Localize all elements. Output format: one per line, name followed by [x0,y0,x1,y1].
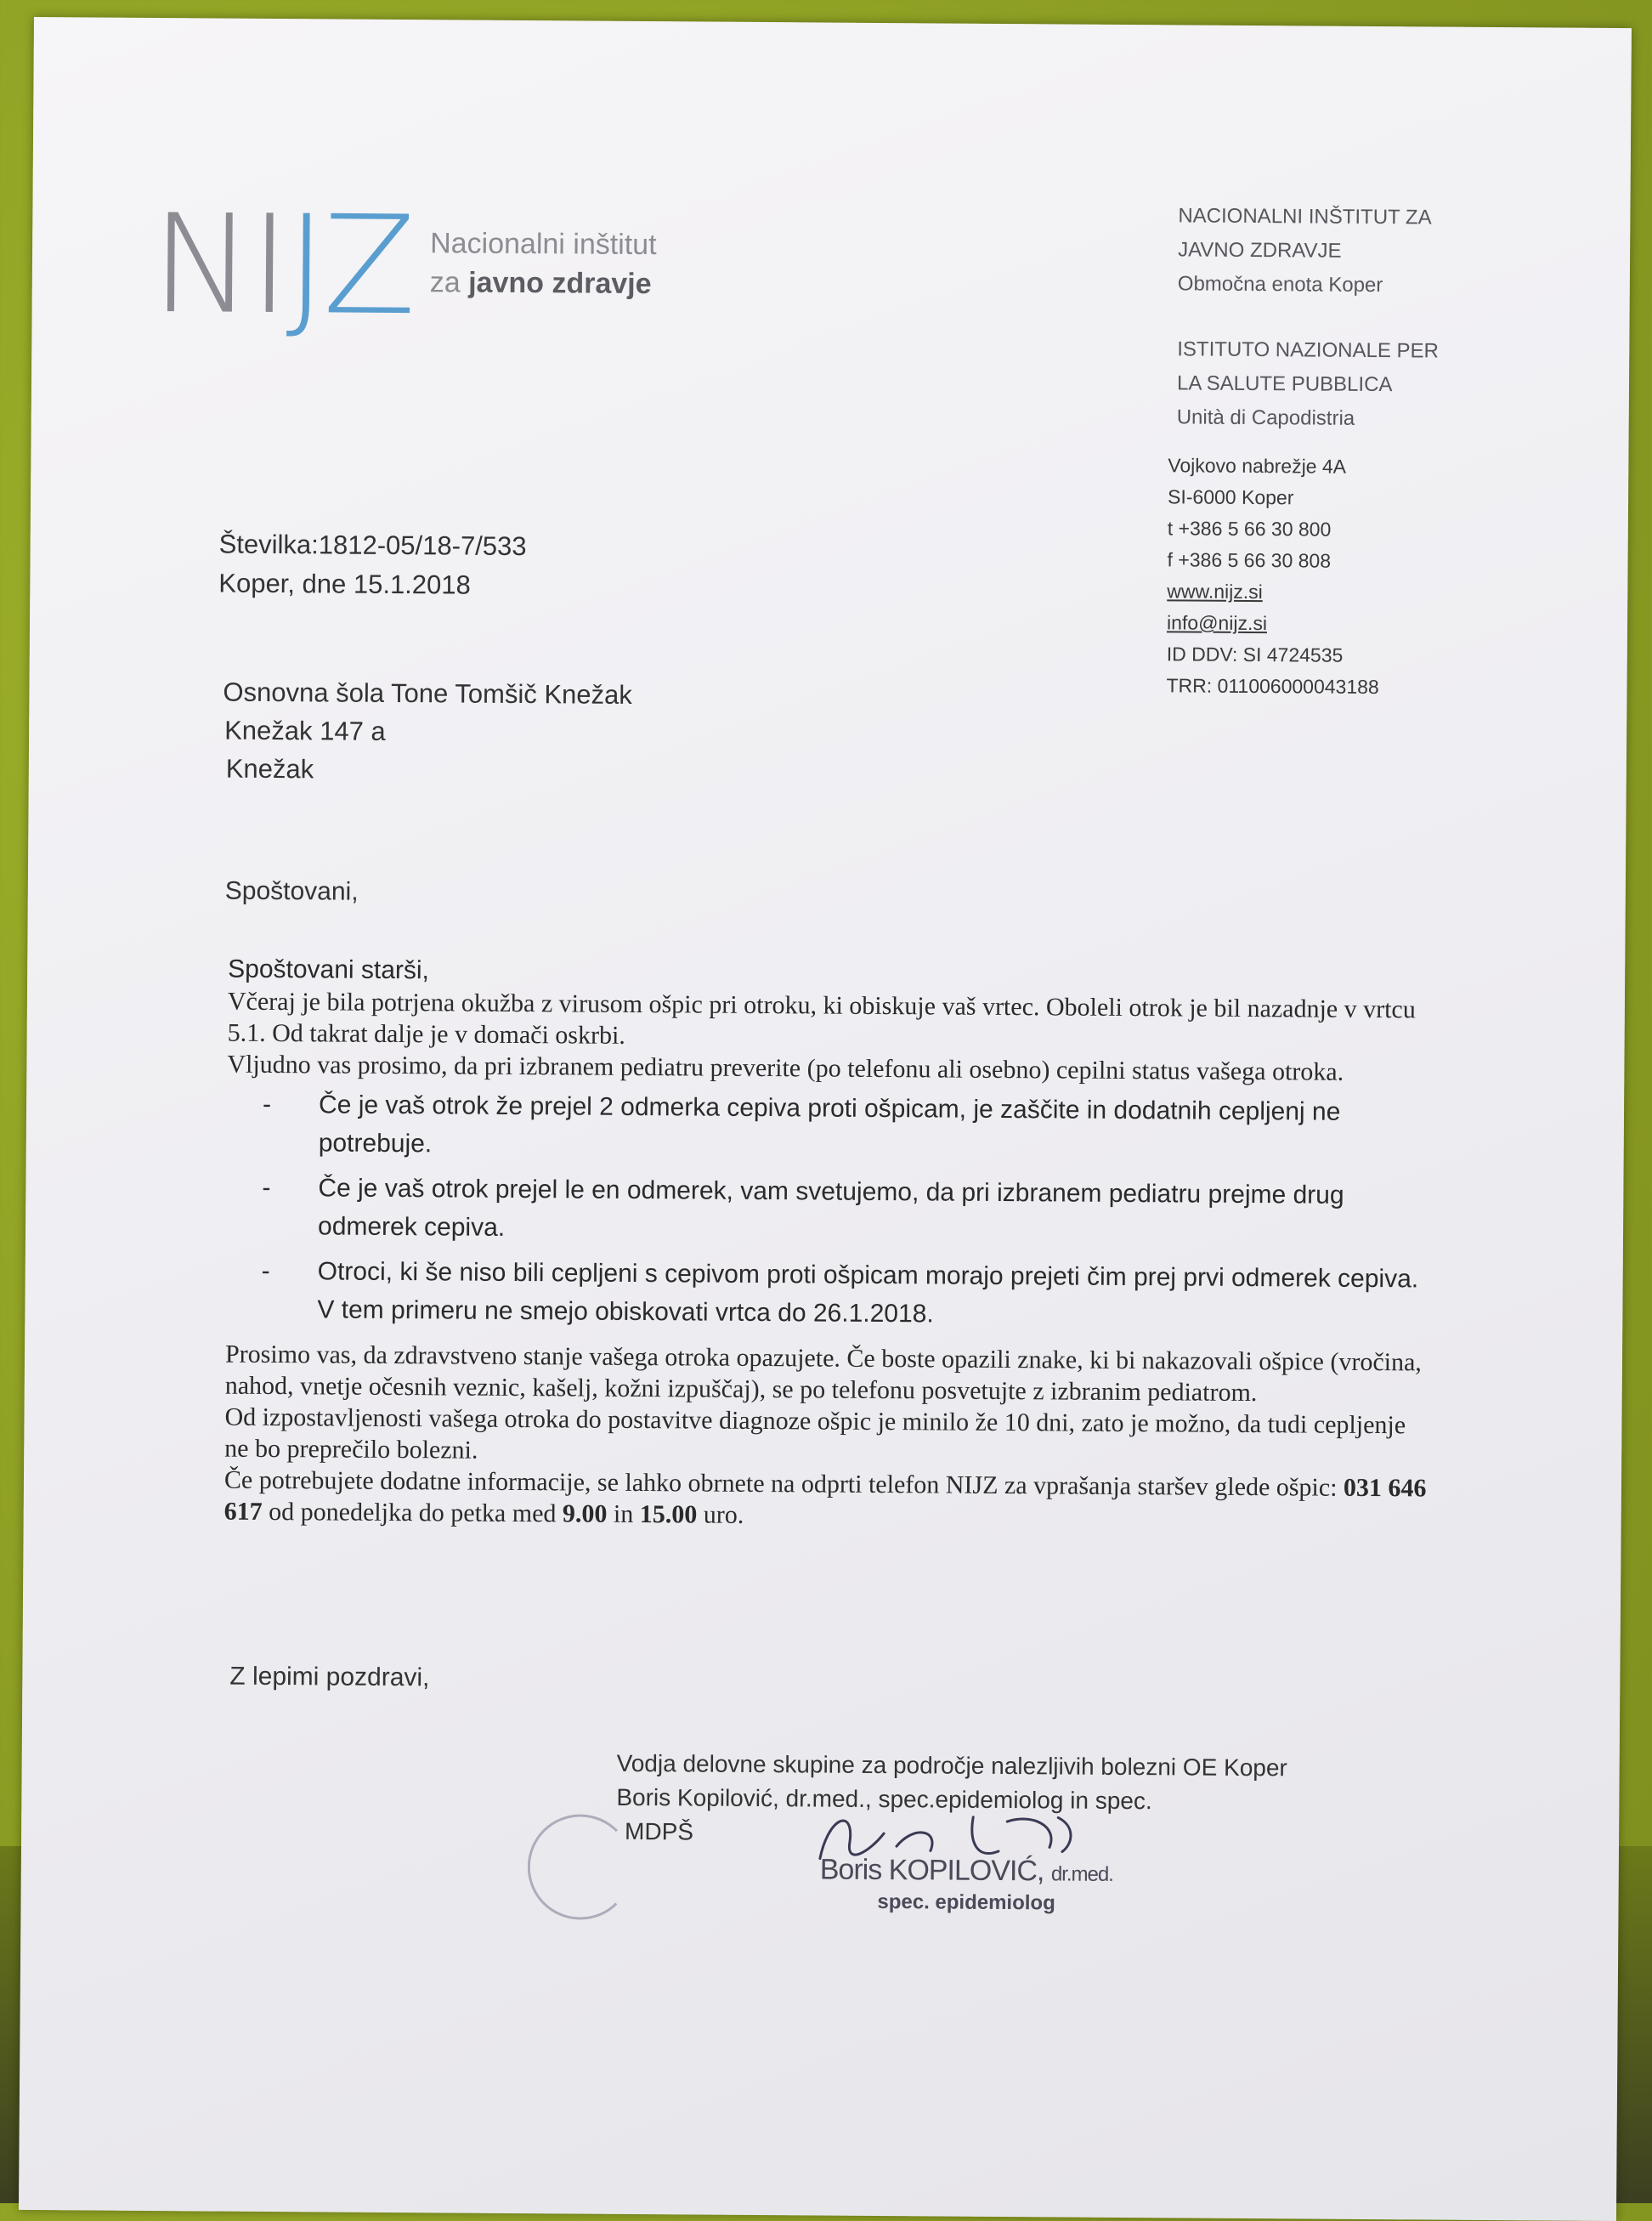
nijz-logo-text [430,224,657,303]
contact-website-link[interactable]: www.nijz.si [1167,580,1263,603]
slo-line-1: NACIONALNI INŠTITUT ZA [1178,204,1432,229]
bullet-text: Če je vaš otrok že prejel 2 odmerka cepiva proti ošpicam, je zaščite in dodatnih cepljenj ne potrebuje. [318,1091,1341,1159]
institute-name-slovene [1178,199,1432,303]
hotline-text-in: in [607,1499,640,1529]
parents-greeting: Spoštovani starši, [228,955,430,985]
logo-line-2 [430,263,657,303]
reference-block [218,525,527,606]
bullet-text: Če je vaš otrok prejel le en odmerek, vam svetujemo, da pri izbranem pediatru prejme drug odmerek cepiva. [317,1174,1344,1242]
ita-line-3: Unità di Capodistria [1176,405,1355,430]
logo-letter-j: J [286,185,324,345]
signature-stamp [819,1854,1113,1916]
slo-line-2: JAVNO ZDRAVJE [1178,238,1342,263]
hotline-text: Če potrebujete dodatne informacije, se lahko obrnete na odprti telefon NIJZ za vprašanja staršev glede ošpic: [223,1465,1344,1502]
slo-line-3: Območna enota Koper [1177,272,1383,297]
stamp-specialty: spec. epidemiolog [877,1890,1055,1915]
paragraph-infection: Včeraj je bila potrjena okužba z virusom ošpic pri otroku, ki obiskuje vaš vrtec. Oboleli otrok je bil nazadnje v vrtcu 5.1. Od takrat dalje je v domači oskrbi. [227,987,1416,1050]
paragraph-hotline [224,1465,1431,1536]
bullet-text: Otroci, ki še niso bili cepljeni s cepivom proti ošpicam morajo prejeti čim prej prvi odmerek cepiva. V tem primeru ne smejo obiskovati vrtca do 26.1.2018. [317,1257,1419,1329]
stamp-name: Boris KOPILOVIĆ, [819,1853,1052,1888]
reference-date: Koper, dne 15.1.2018 [218,568,471,600]
stamp-name-line [820,1854,1113,1889]
contact-postal: SI-6000 Koper [1168,485,1294,509]
logo-line-2-bold: javno zdravje [468,266,652,301]
hotline-hour-from: 9.00 [562,1499,608,1528]
list-item [225,1252,1433,1337]
logo-letter-z: Z [322,185,414,346]
contact-vat: ID DDV: SI 4724535 [1166,643,1344,666]
logo-letters-ni: NI [150,184,287,345]
signer-name: Boris Kopilović, dr.med., spec.epidemiolog in spec. [616,1783,1152,1815]
closing-greeting: Z lepimi pozdravi, [229,1662,430,1692]
contact-fax: f +386 5 66 30 808 [1167,548,1332,572]
salutation: Spoštovani, [224,876,359,906]
stamp-title: dr.med. [1050,1862,1114,1886]
hotline-phone: 031 646 617 [223,1473,1427,1526]
recipient-address [223,673,632,790]
bullet-dash: - [261,1256,270,1285]
ita-line-1: ISTITUTO NAZIONALE PER [1177,337,1439,363]
contact-block [1166,450,1380,703]
ita-line-2: LA SALUTE PUBBLICA [1176,371,1393,397]
hotline-hour-to: 15.00 [639,1500,698,1529]
logo-line-1: Nacionalni inštitut [430,227,657,262]
vaccination-bullet-list [225,1085,1434,1337]
letter-paper [19,17,1632,2221]
contact-email-link[interactable]: info@nijz.si [1166,611,1268,635]
round-stamp [527,1814,633,1920]
recipient-city: Knežak [225,753,314,785]
reference-number: Številka:1812-05/18-7/533 [218,529,527,562]
contact-address: Vojkovo nabrežje 4A [1168,454,1347,478]
contact-phone: t +386 5 66 30 800 [1167,517,1332,541]
recipient-name: Osnovna šola Tone Tomšič Knežak [223,677,632,710]
recipient-street: Knežak 147 a [224,715,386,746]
paragraph-exposure: Od izpostavljenosti vašega otroka do postavitve diagnoze ošpic je minilo že 10 dni, zato je možno, da tudi cepljenje ne bo preprečilo bolezni. [224,1402,1406,1465]
bullet-dash: - [262,1173,271,1202]
paragraph-symptoms: Prosimo vas, da zdravstveno stanje vašega otroka opazujete. Če boste opazili znake, ki bi nakazovali ošpice (vročina, nahod, vnetje očesnih veznic, kašelj, kožni izpuščaj), se po telefonu posvetujte z izbranim pediatrom. [224,1340,1422,1408]
bullet-dash: - [262,1090,272,1119]
hotline-text-days: od ponedeljka do petka med [262,1497,563,1528]
hotline-text-end: uro. [697,1500,744,1529]
signer-role: Vodja delovne skupine za področje nalezljivih bolezni OE Koper [616,1749,1287,1782]
list-item [226,1169,1434,1254]
contact-bank-account: TRR: 011006000043188 [1166,674,1379,699]
paragraph-request: Vljudno vas prosimo, da pri izbranem pediatru preverite (po telefonu ali osebno) cepilni status vašega otroka. [227,1050,1344,1086]
signer-specialty: MDPŠ [625,1817,694,1845]
nijz-logo-mark [150,184,414,346]
list-item [227,1085,1434,1170]
letter-body [224,954,1435,1536]
institute-name-italian [1177,332,1439,436]
logo-line-2-prefix: za [429,266,469,299]
